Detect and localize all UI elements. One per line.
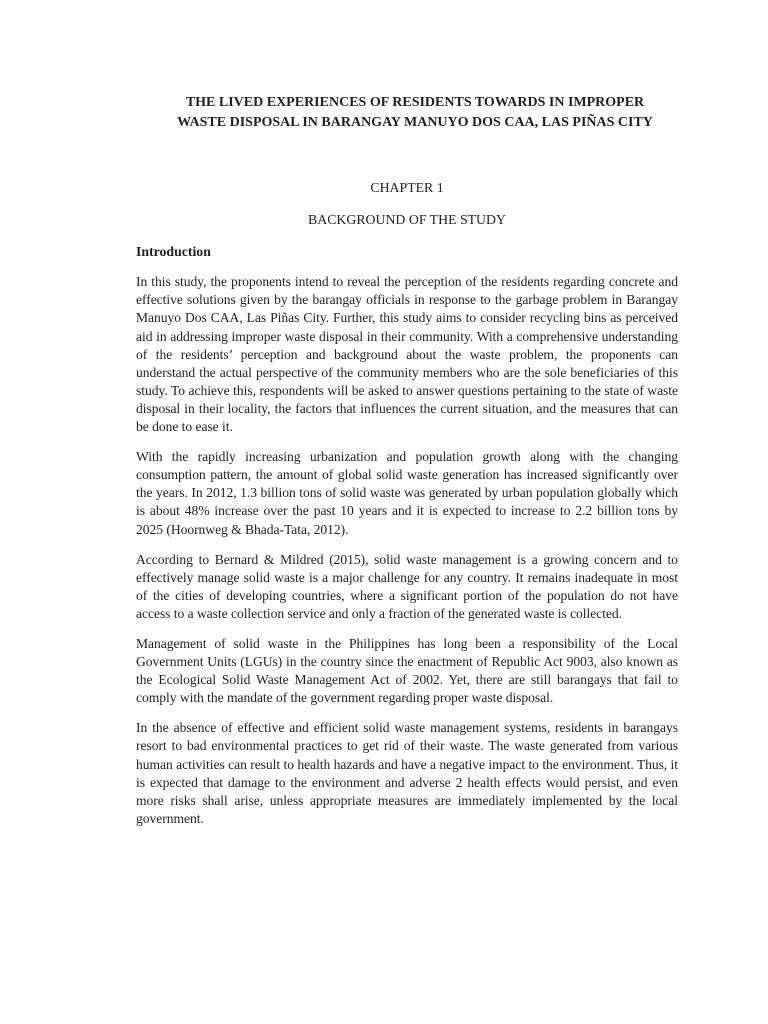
title-line-2: WASTE DISPOSAL IN BARANGAY MANUYO DOS CAA, LAS PIÑAS CITY (177, 115, 653, 130)
chapter-heading: CHAPTER 1 (370, 180, 444, 195)
paragraph: Management of solid waste in the Philippines has long been a responsibility of the Local Government Units (LGUs) in the country since the enactment of Republic Act 9003, also known as the Ecological Solid Waste Management Act of 2002. Yet, there are still barangays that fail to comply with the mandate of the government regarding proper waste disposal. (136, 635, 678, 706)
section-heading: BACKGROUND OF THE STUDY (308, 212, 506, 228)
introduction-heading: Introduction (136, 244, 211, 260)
paragraph: In the absence of effective and efficient solid waste management systems, residents in barangays resort to bad environmental practices to get rid of their waste. The waste generated from various human activities can result to health hazards and have a negative impact to the environment. Thus, it is expected that damage to the environment and adverse 2 health effects would persist, and even more risks shall arise, unless appropriate measures are immediately implemented by the local government. (136, 720, 678, 826)
title-line-1: THE LIVED EXPERIENCES OF RESIDENTS TOWARDS IN IMPROPER (185, 95, 645, 110)
paragraph: In this study, the proponents intend to reveal the perception of the residents regarding concrete and effective solutions given by the barangay officials in response to the garbage problem in Barangay Manuyo Dos CAA, Las Piñas City. Further, this study aims to consider recycling bins as perceived aid in addressing improper waste disposal in their community. With a comprehensive understanding of the residents’ perception and background about the waste problem, the proponents can understand the actual perspective of the community members who are the sole beneficiaries of this study. To achieve this, respondents will be asked to answer questions pertaining to the state of waste disposal in their locality, the factors that influences the current situation, and the measures that can be done to ease it. (136, 274, 678, 435)
paragraph: According to Bernard & Mildred (2015), solid waste management is a growing concern and to effectively manage solid waste is a major challenge for any country. It remains inadequate in most of the cities of developing countries, where a significant portion of the population do not have access to a waste collection service and only a fraction of the generated waste is collected. (136, 551, 678, 621)
paragraph: With the rapidly increasing urbanization and population growth along with the changing consumption pattern, the amount of global solid waste generation has increased significantly over the years. In 2012, 1.3 billion tons of solid waste was generated by urban population globally which is about 48% increase over the past 10 years and it is expected to increase to 2.2 billion tons by 2025 (Hoornweg & Bhada-Tata, 2012). (136, 449, 678, 537)
document-title (152, 93, 678, 133)
